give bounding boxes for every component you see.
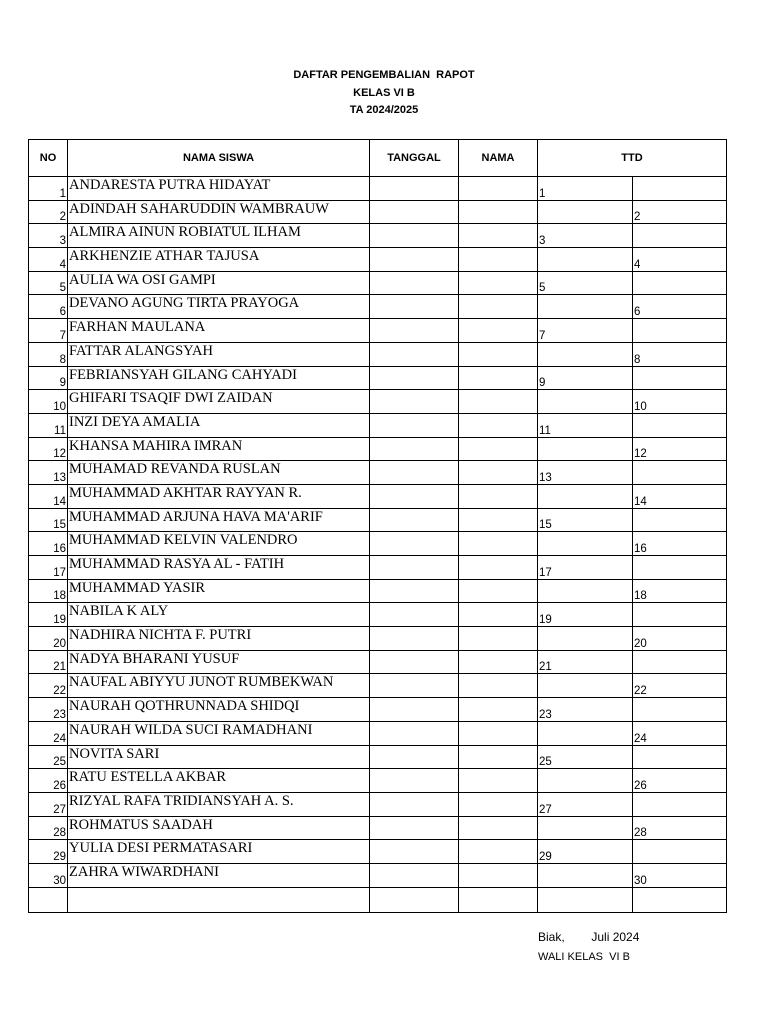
- signature-cell-right: [633, 745, 727, 769]
- empty-cell: [370, 887, 459, 912]
- name-cell: [459, 532, 538, 556]
- signature-cell-left: [538, 627, 633, 651]
- signature-cell-right: [633, 366, 727, 390]
- student-name: NOVITA SARI: [68, 745, 370, 769]
- row-number: 7: [29, 319, 68, 343]
- title-line-2: KELAS VI B: [353, 86, 415, 99]
- name-cell: [459, 413, 538, 437]
- row-number: 12: [29, 437, 68, 461]
- date-cell: [370, 816, 459, 840]
- signature-cell-right: [633, 698, 727, 722]
- empty-cell: [459, 887, 538, 912]
- table-row: [29, 366, 727, 390]
- signature-cell-right: 18: [633, 579, 727, 603]
- signature-cell-right: 10: [633, 390, 727, 414]
- date-cell: [370, 745, 459, 769]
- student-name: RATU ESTELLA AKBAR: [68, 769, 370, 793]
- table-row: [29, 437, 727, 461]
- name-cell: [459, 863, 538, 887]
- student-name: ALMIRA AINUN ROBIATUL ILHAM: [68, 224, 370, 248]
- student-name: NAURAH QOTHRUNNADA SHIDQI: [68, 698, 370, 722]
- signature-cell-left: 15: [538, 508, 633, 532]
- table-row: [29, 674, 727, 698]
- signature-cell-left: [538, 863, 633, 887]
- table-row: [29, 319, 727, 343]
- signature-cell-right: 26: [633, 769, 727, 793]
- name-cell: [459, 556, 538, 580]
- table-row: [29, 556, 727, 580]
- signature-cell-left: 23: [538, 698, 633, 722]
- row-number: 17: [29, 556, 68, 580]
- homeroom-teacher-label: WALI KELAS VI B: [538, 951, 630, 962]
- signature-cell-right: [633, 413, 727, 437]
- student-name: NAUFAL ABIYYU JUNOT RUMBEKWAN: [68, 674, 370, 698]
- date-cell: [370, 319, 459, 343]
- signature-cell-left: 5: [538, 271, 633, 295]
- signature-cell-right: 20: [633, 627, 727, 651]
- student-name: MUHAMMAD KELVIN VALENDRO: [68, 532, 370, 556]
- student-name: NABILA K ALY: [68, 603, 370, 627]
- table-row: [29, 603, 727, 627]
- row-number: 15: [29, 508, 68, 532]
- signature-cell-right: 22: [633, 674, 727, 698]
- name-cell: [459, 366, 538, 390]
- student-name: MUHAMMAD RASYA AL - FATIH: [68, 556, 370, 580]
- student-name: MUHAMMAD AKHTAR RAYYAN R.: [68, 484, 370, 508]
- signature-cell-right: [633, 650, 727, 674]
- row-number: 14: [29, 484, 68, 508]
- signature-cell-left: 17: [538, 556, 633, 580]
- signature-cell-right: 12: [633, 437, 727, 461]
- date-cell: [370, 390, 459, 414]
- signature-cell-right: [633, 840, 727, 864]
- name-cell: [459, 271, 538, 295]
- date-cell: [370, 200, 459, 224]
- student-name: RIZYAL RAFA TRIDIANSYAH A. S.: [68, 792, 370, 816]
- signature-cell-left: 9: [538, 366, 633, 390]
- signature-cell-right: 2: [633, 200, 727, 224]
- date-cell: [370, 769, 459, 793]
- table-row: [29, 342, 727, 366]
- table-row: [29, 721, 727, 745]
- signature-cell-right: [633, 556, 727, 580]
- row-number: 5: [29, 271, 68, 295]
- name-cell: [459, 603, 538, 627]
- signature-cell-left: 25: [538, 745, 633, 769]
- date-cell: [370, 840, 459, 864]
- date-cell: [370, 461, 459, 485]
- table-row: [29, 508, 727, 532]
- date-cell: [370, 863, 459, 887]
- table-row: [29, 745, 727, 769]
- name-cell: [459, 461, 538, 485]
- date-cell: [370, 437, 459, 461]
- signature-cell-left: [538, 721, 633, 745]
- table-row: [29, 484, 727, 508]
- table-row: [29, 840, 727, 864]
- date-cell: [370, 366, 459, 390]
- table-row: [29, 295, 727, 319]
- row-number: 8: [29, 342, 68, 366]
- student-name: DEVANO AGUNG TIRTA PRAYOGA: [68, 295, 370, 319]
- table-row: [29, 248, 727, 272]
- date-cell: [370, 484, 459, 508]
- date-cell: [370, 508, 459, 532]
- row-number: 28: [29, 816, 68, 840]
- signature-cell-left: [538, 437, 633, 461]
- signature-cell-left: [538, 674, 633, 698]
- column-header-tanggal: TANGGAL: [370, 140, 459, 177]
- student-name: MUHAMMAD ARJUNA HAVA MA'ARIF: [68, 508, 370, 532]
- student-name: NADYA BHARANI YUSUF: [68, 650, 370, 674]
- name-cell: [459, 295, 538, 319]
- row-number: 22: [29, 674, 68, 698]
- name-cell: [459, 484, 538, 508]
- date-cell: [370, 271, 459, 295]
- student-name: ADINDAH SAHARUDDIN WAMBRAUW: [68, 200, 370, 224]
- table-row: [29, 816, 727, 840]
- row-number: 11: [29, 413, 68, 437]
- student-name: AULIA WA OSI GAMPI: [68, 271, 370, 295]
- name-cell: [459, 816, 538, 840]
- row-number: 29: [29, 840, 68, 864]
- signature-cell-left: [538, 200, 633, 224]
- signature-cell-right: 4: [633, 248, 727, 272]
- place-date: Biak, Juli 2024: [538, 930, 640, 944]
- signature-cell-right: [633, 177, 727, 201]
- empty-cell: [633, 887, 727, 912]
- signature-cell-right: 28: [633, 816, 727, 840]
- name-cell: [459, 319, 538, 343]
- signature-cell-left: 21: [538, 650, 633, 674]
- signature-cell-left: 7: [538, 319, 633, 343]
- row-number: 30: [29, 863, 68, 887]
- date-cell: [370, 698, 459, 722]
- title-line-3: TA 2024/2025: [349, 104, 419, 116]
- name-cell: [459, 224, 538, 248]
- table-row: [29, 863, 727, 887]
- signature-cell-left: 1: [538, 177, 633, 201]
- row-number: 3: [29, 224, 68, 248]
- row-number: 16: [29, 532, 68, 556]
- title-line-1: DAFTAR PENGEMBALIAN RAPOT: [293, 69, 475, 81]
- signature-cell-right: 24: [633, 721, 727, 745]
- row-number: 23: [29, 698, 68, 722]
- name-cell: [459, 248, 538, 272]
- empty-cell: [538, 887, 633, 912]
- row-number: 10: [29, 390, 68, 414]
- date-cell: [370, 627, 459, 651]
- student-name: INZI DEYA AMALIA: [68, 413, 370, 437]
- date-cell: [370, 603, 459, 627]
- row-number: 2: [29, 200, 68, 224]
- signature-cell-right: [633, 271, 727, 295]
- signature-cell-left: [538, 342, 633, 366]
- column-header-no: NO: [29, 140, 68, 177]
- signature-cell-left: 13: [538, 461, 633, 485]
- table-row: [29, 579, 727, 603]
- student-name: FEBRIANSYAH GILANG CAHYADI: [68, 366, 370, 390]
- signature-cell-right: [633, 319, 727, 343]
- date-cell: [370, 177, 459, 201]
- date-cell: [370, 556, 459, 580]
- name-cell: [459, 627, 538, 651]
- date-cell: [370, 295, 459, 319]
- signature-cell-left: 3: [538, 224, 633, 248]
- row-number: 18: [29, 579, 68, 603]
- table-row: [29, 390, 727, 414]
- date-cell: [370, 248, 459, 272]
- empty-row: [29, 887, 727, 912]
- date-cell: [370, 413, 459, 437]
- name-cell: [459, 674, 538, 698]
- table-header-row: [29, 140, 727, 177]
- table-row: [29, 461, 727, 485]
- student-name: FARHAN MAULANA: [68, 319, 370, 343]
- signature-cell-right: [633, 603, 727, 627]
- row-number: 26: [29, 769, 68, 793]
- student-name: ROHMATUS SAADAH: [68, 816, 370, 840]
- student-name: GHIFARI TSAQIF DWI ZAIDAN: [68, 390, 370, 414]
- signature-cell-left: [538, 248, 633, 272]
- column-header-ttd: TTD: [538, 140, 727, 177]
- signature-cell-left: [538, 484, 633, 508]
- name-cell: [459, 792, 538, 816]
- signature-cell-right: 16: [633, 532, 727, 556]
- table-row: [29, 627, 727, 651]
- row-number: 9: [29, 366, 68, 390]
- table-row: [29, 792, 727, 816]
- signature-cell-right: [633, 792, 727, 816]
- signature-cell-left: [538, 390, 633, 414]
- name-cell: [459, 745, 538, 769]
- row-number: 4: [29, 248, 68, 272]
- document-title: [0, 67, 768, 120]
- name-cell: [459, 390, 538, 414]
- name-cell: [459, 721, 538, 745]
- signature-cell-left: [538, 769, 633, 793]
- student-name: NADHIRA NICHTA F. PUTRI: [68, 627, 370, 651]
- student-name: ANDARESTA PUTRA HIDAYAT: [68, 177, 370, 201]
- name-cell: [459, 579, 538, 603]
- name-cell: [459, 200, 538, 224]
- table-row: [29, 698, 727, 722]
- empty-cell: [29, 887, 68, 912]
- table-row: [29, 650, 727, 674]
- signature-cell-right: 6: [633, 295, 727, 319]
- student-name: KHANSA MAHIRA IMRAN: [68, 437, 370, 461]
- date-cell: [370, 792, 459, 816]
- date-cell: [370, 674, 459, 698]
- name-cell: [459, 508, 538, 532]
- signature-cell-right: [633, 508, 727, 532]
- student-name: FATTAR ALANGSYAH: [68, 342, 370, 366]
- name-cell: [459, 840, 538, 864]
- date-cell: [370, 721, 459, 745]
- signature-cell-right: 8: [633, 342, 727, 366]
- signature-cell-right: 14: [633, 484, 727, 508]
- date-cell: [370, 342, 459, 366]
- row-number: 6: [29, 295, 68, 319]
- row-number: 19: [29, 603, 68, 627]
- name-cell: [459, 437, 538, 461]
- signature-cell-left: [538, 532, 633, 556]
- signature-cell-right: [633, 461, 727, 485]
- student-name: YULIA DESI PERMATASARI: [68, 840, 370, 864]
- signature-cell-left: [538, 295, 633, 319]
- student-name: ARKHENZIE ATHAR TAJUSA: [68, 248, 370, 272]
- table-row: [29, 200, 727, 224]
- table-row: [29, 177, 727, 201]
- table-body: [29, 177, 727, 913]
- signature-cell-left: [538, 579, 633, 603]
- row-number: 21: [29, 650, 68, 674]
- table-row: [29, 532, 727, 556]
- student-name: NAURAH WILDA SUCI RAMADHANI: [68, 721, 370, 745]
- column-header-nama: NAMA: [459, 140, 538, 177]
- name-cell: [459, 342, 538, 366]
- date-cell: [370, 579, 459, 603]
- student-name: MUHAMMAD YASIR: [68, 579, 370, 603]
- name-cell: [459, 769, 538, 793]
- row-number: 13: [29, 461, 68, 485]
- signature-cell-left: 27: [538, 792, 633, 816]
- row-number: 1: [29, 177, 68, 201]
- signature-cell-right: 30: [633, 863, 727, 887]
- date-cell: [370, 532, 459, 556]
- table-row: [29, 271, 727, 295]
- column-header-nama-siswa: NAMA SISWA: [68, 140, 370, 177]
- student-name: MUHAMAD REVANDA RUSLAN: [68, 461, 370, 485]
- row-number: 25: [29, 745, 68, 769]
- signature-cell-left: 19: [538, 603, 633, 627]
- student-name: ZAHRA WIWARDHANI: [68, 863, 370, 887]
- name-cell: [459, 177, 538, 201]
- row-number: 27: [29, 792, 68, 816]
- empty-cell: [68, 887, 370, 912]
- signature-cell-left: 29: [538, 840, 633, 864]
- table-row: [29, 769, 727, 793]
- row-number: 20: [29, 627, 68, 651]
- signature-cell-right: [633, 224, 727, 248]
- name-cell: [459, 650, 538, 674]
- table-row: [29, 224, 727, 248]
- signature-cell-left: [538, 816, 633, 840]
- date-cell: [370, 224, 459, 248]
- return-list-table: [28, 139, 727, 913]
- name-cell: [459, 698, 538, 722]
- table-row: [29, 413, 727, 437]
- row-number: 24: [29, 721, 68, 745]
- signature-cell-left: 11: [538, 413, 633, 437]
- date-cell: [370, 650, 459, 674]
